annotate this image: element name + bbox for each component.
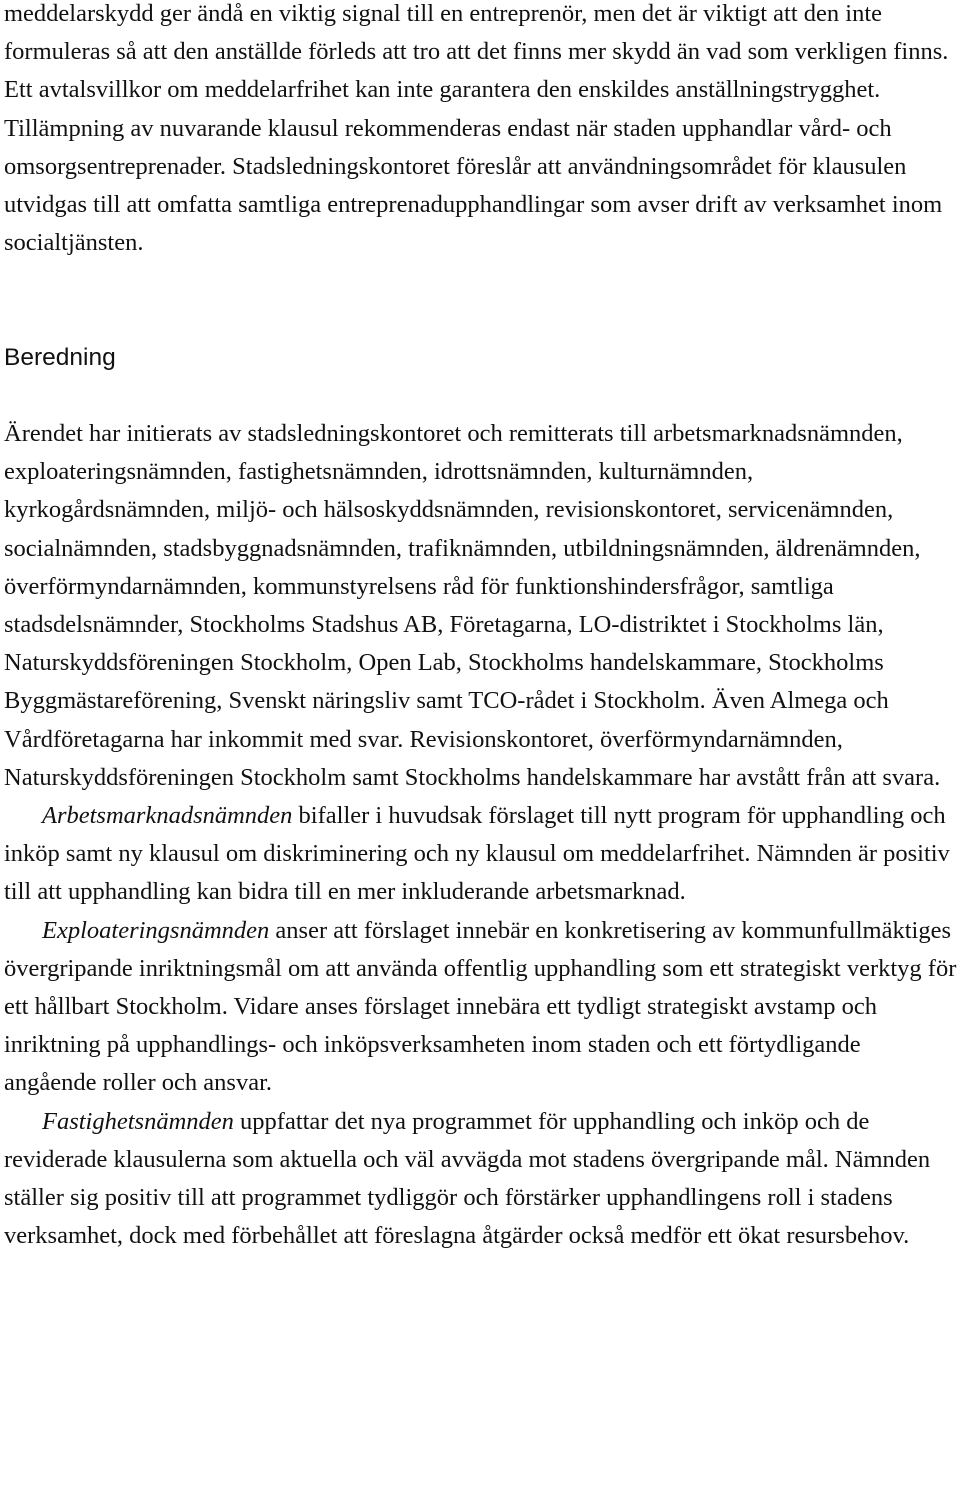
remiss-paragraph: Ärendet har initierats av stadsledningskontoret och remitterats till arbetsmarknadsnämnden, exploateringsnämnden, fastighetsnämnden, idrottsnämnden, kulturnämnden, kyrkogårdsnämnden, miljö- och hälsoskyddsnämnden, revisionskontoret, servicenämnden, socialnämnden, stadsbyggnadsnämnden, trafiknämnden, utbildningsnämnden, äldrenämnden, överförmyndarnämnden, kommunstyrelsens råd för funktionshindersfrågor, samtliga stadsdelsnämnder, Stockholms Stadshus AB, Företagarna, LO-distriktet i Stockholms län, Naturskyddsföreningen Stockholm, Open Lab, Stockholms handelskammare, Stockholms Byggmästareförening, Svenskt näringsliv samt TCO-rådet i Stockholm. Även Almega och Vårdföretagarna har inkommit med svar. Revisionskontoret, överförmyndarnämnden, Naturskyddsföreningen Stockholm samt Stockholms handelskammare har avstått från att svara. xyxy=(4,420,941,791)
response-text: uppfattar det nya programmet för upphandling och inköp och de reviderade klausulerna som aktuella och väl avvägda mot stadens övergripande mål. Nämnden ställer sig positiv till att programmet tydliggör och förstärker upphandlingens roll i stadens verksamhet, dock med förbehållet att föreslagna åtgärder också medför ett ökat resursbehov. xyxy=(4,1107,931,1250)
beredning-section xyxy=(4,415,959,1255)
response-paragraph-arbetsmarknad xyxy=(4,797,959,912)
document-page xyxy=(4,0,959,1250)
intro-paragraph: meddelarskydd ger ändå en viktig signal till en entreprenör, men det är viktigt att den inte formuleras så att den anställde förleds att tro att det finns mer skydd än vad som verkligen finns. Ett avtalsvillkor om meddelarfrihet kan inte garantera den enskildes anställningstrygghet. Tillämpning av nuvarande klausul rekommenderas endast när staden upphandlar vård- och omsorgsentreprenader. Stadsledningskontoret föreslår att användningsområdet för klausulen utvidgas till att omfatta samtliga entreprenadupphandlingar som avser drift av verksamhet inom socialtjänsten. xyxy=(4,0,949,257)
response-text: bifaller i huvudsak förslaget till nytt program för upphandling och inköp samt ny klausul om diskriminering och ny klausul om meddelarfrihet. Nämnden är positiv till att upphandling kan bidra till en mer inkluderande arbetsmarknad. xyxy=(4,802,950,906)
response-paragraph-exploatering xyxy=(4,912,959,1103)
response-body-name: Exploateringsnämnden xyxy=(42,916,270,944)
section-heading: Beredning xyxy=(4,344,116,371)
response-paragraph-fastighet xyxy=(4,1103,959,1256)
response-text: anser att förslaget innebär en konkretisering av kommunfullmäktiges övergripande inriktningsmål om att använda offentlig upphandling som ett strategiskt verktyg för ett hållbart Stockholm. Vidare anses förslaget innebära ett tydligt strategiskt avstamp och inriktning på upphandlings- och inköpsverksamheten inom staden och ett förtydligande angående roller och ansvar. xyxy=(4,916,957,1097)
response-body-name: Fastighetsnämnden xyxy=(42,1107,234,1135)
response-body-name: Arbetsmarknadsnämnden xyxy=(42,802,293,830)
